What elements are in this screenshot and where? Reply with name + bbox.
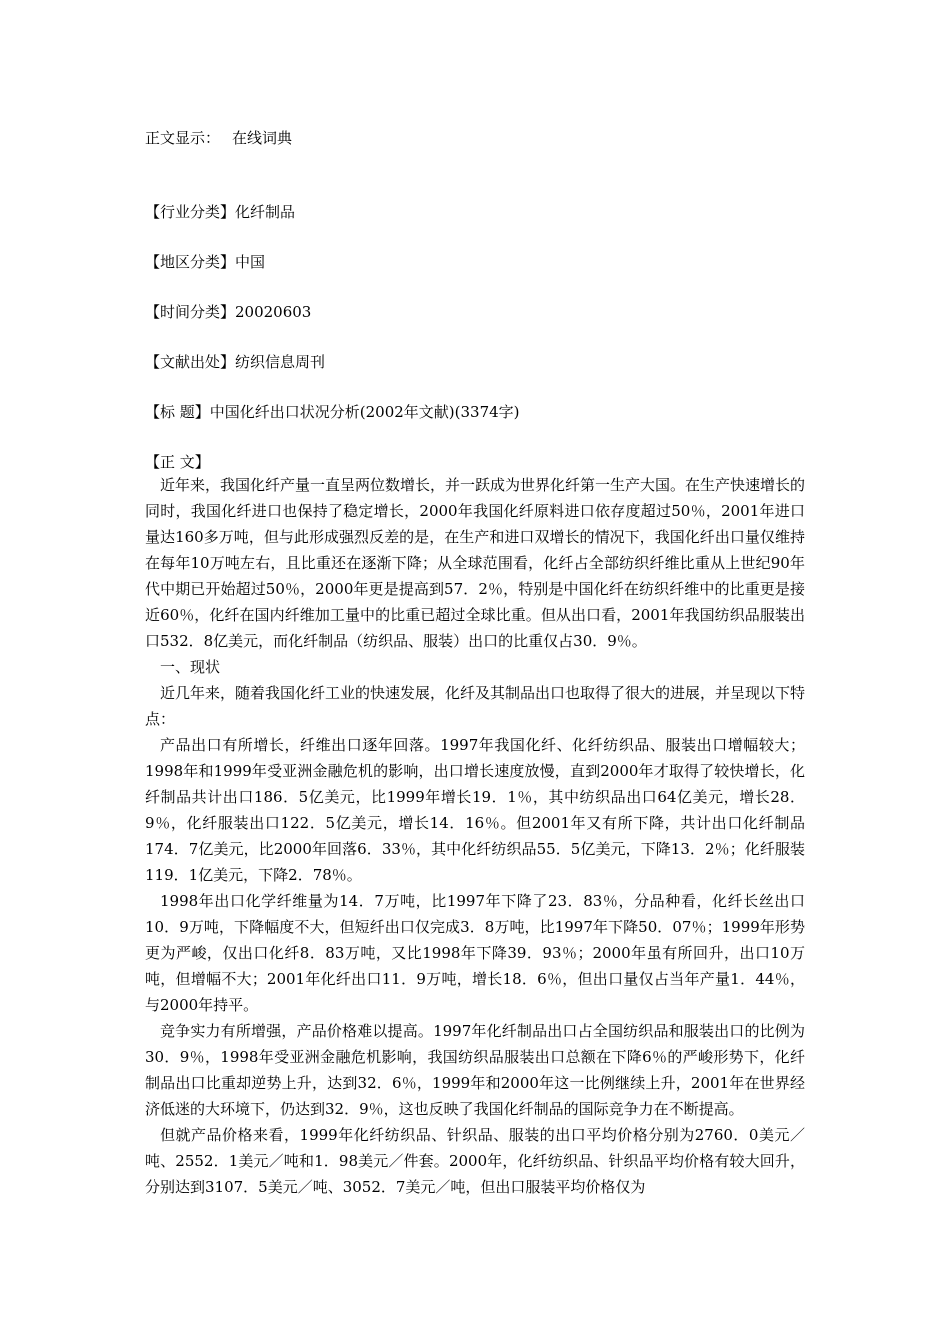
body-paragraph: 竞争实力有所增强，产品价格难以提高。1997年化纤制品出口占全国纺织品和服装出口的比例为30．9％，1998年受亚洲金融危机影响，我国纺织品服装出口总额在下降6％的严峻形势下，化纤制品出口比重却逆势上升，达到32．6％，1999年和2000年这一比例继续上升，2001年在世界经济低迷的大环境下，仍达到32．9％，这也反映了我国化纤制品的国际竞争力在不断提高。 [145,1022,805,1118]
document-title: 【标 题】中国化纤出口状况分析(2002年文献)(3374字) [145,403,520,421]
section-heading: 一、现状 [160,658,221,676]
article-body [145,472,805,1200]
display-label: 正文显示： [145,129,221,147]
document-source: 【文献出处】纺织信息周刊 [145,353,326,371]
region-category: 【地区分类】中国 [145,253,266,271]
display-options-line [145,128,292,148]
online-dictionary-link[interactable]: 在线词典 [232,129,293,147]
body-paragraph: 1998年出口化学纤维量为14．7万吨，比1997年下降了23．83％，分品种看，化纤长丝出口10．9万吨，下降幅度不大，但短纤出口仅完成3．8万吨，比1997年下降50．07％；1999年形势更为严峻，仅出口化纤8．83万吨，又比1998年下降39．93％；2000年虽有所回升，出口10万吨，但增幅不大；2001年化纤出口11．9万吨，增长18．6％，但出口量仅占当年产量1．44％，与2000年持平。 [145,892,805,1014]
body-paragraph: 但就产品价格来看，1999年化纤纺织品、针织品、服装的出口平均价格分别为2760．0美元／吨、2552．1美元／吨和1．98美元／件套。2000年，化纤纺织品、针织品平均价格有较大回升，分别达到3107．5美元／吨、3052．7美元／吨，但出口服装平均价格仅为 [145,1126,805,1196]
industry-category: 【行业分类】化纤制品 [145,203,296,221]
body-paragraph: 产品出口有所增长，纤维出口逐年回落。1997年我国化纤、化纤纺织品、服装出口增幅较大；1998年和1999年受亚洲金融危机的影响，出口增长速度放慢，直到2000年才取得了较快增长，化纤制品共计出口186．5亿美元，比1999年增长19．1％，其中纺织品出口64亿美元，增长28．9％，化纤服装出口122．5亿美元，增长14．16％。但2001年又有所下降，共计出口化纤制品174．7亿美元，比2000年回落6．33％，其中化纤纺织品55．5亿美元，下降13．2％；化纤服装119．1亿美元，下降2．78％。 [145,736,805,884]
body-label: 【正 文】 [145,453,210,471]
time-category: 【时间分类】20020603 [145,303,312,321]
body-paragraph: 近年来，我国化纤产量一直呈两位数增长，并一跃成为世界化纤第一生产大国。在生产快速增长的同时，我国化纤进口也保持了稳定增长，2000年我国化纤原料进口依存度超过50％，2001年进口量达160多万吨，但与此形成强烈反差的是，在生产和进口双增长的情况下，我国化纤出口量仅维持在每年10万吨左右，且比重还在逐渐下降；从全球范围看，化纤占全部纺织纤维比重从上世纪90年代中期已开始超过50％，2000年更是提高到57．2％，特别是中国化纤在纺织纤维中的比重更是接近60％，化纤在国内纤维加工量中的比重已超过全球比重。但从出口看，2001年我国纺织品服装出口532．8亿美元，而化纤制品（纺织品、服装）出口的比重仅占30．9％。 [145,476,806,650]
body-paragraph: 近几年来，随着我国化纤工业的快速发展，化纤及其制品出口也取得了很大的进展，并呈现以下特点： [145,684,806,728]
